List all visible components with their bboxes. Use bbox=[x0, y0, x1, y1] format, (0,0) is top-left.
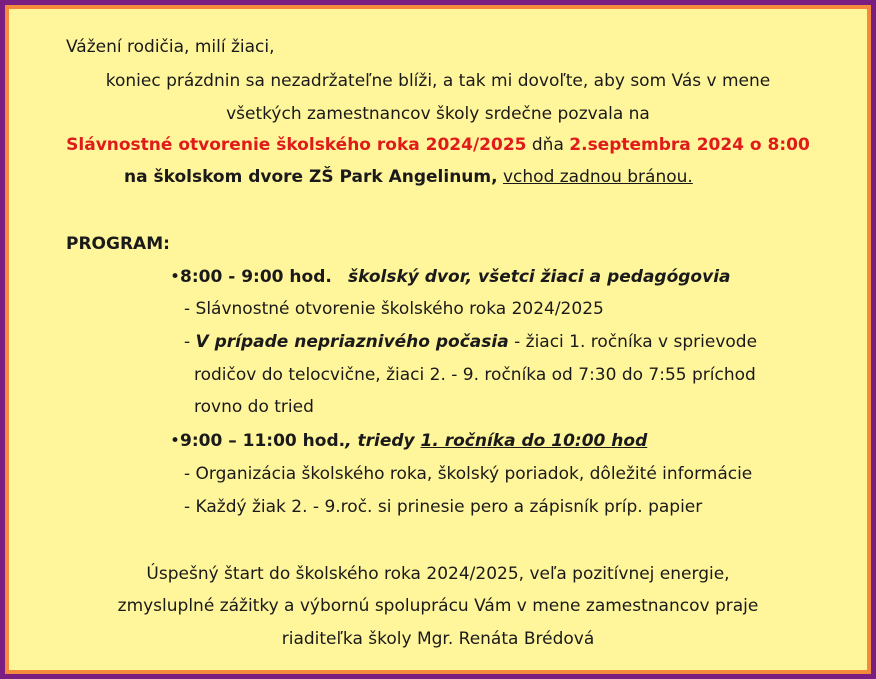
program-block-2-item-1: - Organizácia školského roka, školský poriadok, dôležité informácie bbox=[184, 464, 753, 484]
program-block-1-time: 8:00 - 9:00 hod. bbox=[180, 267, 332, 287]
event-name: Slávnostné otvorenie školského roka 2024/2025 bbox=[66, 135, 527, 155]
bullet: • bbox=[170, 267, 181, 287]
location-line bbox=[124, 166, 693, 188]
intro-line-1: koniec prázdnin sa nezadržateľne blíži, a tak mi dovoľte, aby som Vás v mene bbox=[105, 71, 771, 91]
item-2-rest: - žiaci 1. ročníka v sprievode bbox=[508, 332, 758, 352]
program-block-2-first-grade: 1. ročníka do 10:00 hod bbox=[420, 431, 648, 451]
closing-line-2: zmysluplné zážitky a výbornú spoluprácu Vám v mene zamestnancov praje bbox=[117, 596, 759, 616]
program-block-1-item-2-line-3: rovno do tried bbox=[194, 397, 314, 417]
program-block-1-place: školský dvor, všetci žiaci a pedagógovia bbox=[348, 267, 731, 287]
intro-line-2: všetkých zamestnancov školy srdečne pozvala na bbox=[226, 104, 650, 124]
item-dash: - bbox=[184, 332, 196, 352]
program-block-2-item-2: - Každý žiak 2. - 9.roč. si prinesie pero a zápisník príp. papier bbox=[184, 497, 703, 517]
program-block-2-heading bbox=[170, 430, 647, 452]
bullet: • bbox=[170, 431, 181, 451]
program-block-1-item-2 bbox=[184, 331, 757, 353]
closing-signature: riaditeľka školy Mgr. Renáta Brédová bbox=[281, 629, 595, 649]
program-block-1-item-2-line-2: rodičov do telocvične, žiaci 2. - 9. ročníka od 7:30 do 7:55 príchod bbox=[194, 365, 756, 385]
location-place: na školskom dvore ZŠ Park Angelinum, bbox=[124, 167, 498, 187]
program-heading: PROGRAM: bbox=[66, 234, 170, 254]
program-block-2-classes: triedy bbox=[357, 431, 421, 451]
program-block-2-comma: , bbox=[345, 431, 358, 451]
program-block-1-heading bbox=[170, 266, 731, 288]
greeting: Vážení rodičia, milí žiaci, bbox=[66, 37, 275, 57]
event-line bbox=[0, 134, 876, 156]
event-connector: dňa bbox=[526, 135, 570, 155]
location-entrance: vchod zadnou bránou. bbox=[502, 167, 693, 187]
program-block-1-item-1: - Slávnostné otvorenie školského roka 2024/2025 bbox=[184, 299, 604, 319]
bad-weather-condition: V prípade nepriaznivého počasia bbox=[195, 332, 509, 352]
program-block-2-time: 9:00 – 11:00 hod. bbox=[180, 431, 346, 451]
event-date-time: 2.septembra 2024 o 8:00 bbox=[569, 135, 810, 155]
closing-line-1: Úspešný štart do školského roka 2024/2025, veľa pozitívnej energie, bbox=[146, 564, 730, 584]
